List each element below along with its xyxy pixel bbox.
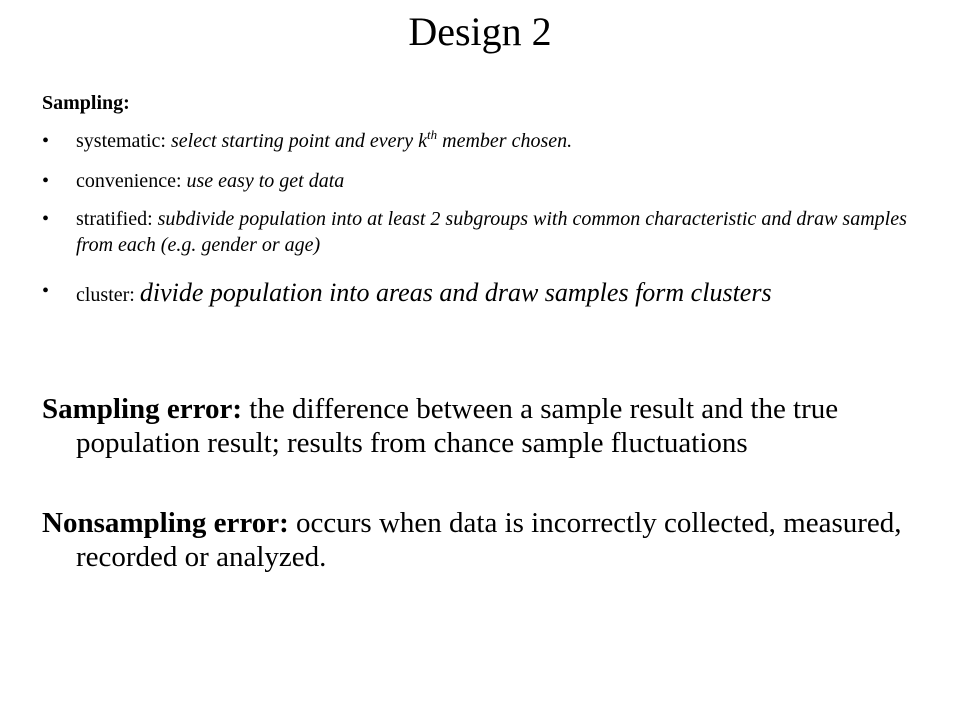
sampling-heading: Sampling: (42, 92, 130, 114)
bullet-term: cluster: (76, 284, 135, 306)
superscript: th (427, 127, 438, 142)
bullet-body (76, 278, 936, 308)
bullet-definition: use easy to get data (186, 170, 345, 192)
nonsampling-error-paragraph (42, 506, 960, 574)
bullet-marker: • (42, 130, 50, 152)
bullet-term: systematic: (76, 130, 166, 152)
bullet-body (76, 206, 936, 258)
bullet-body (76, 128, 936, 154)
bullet-term: stratified: (76, 208, 153, 230)
bullet-marker: • (42, 280, 50, 302)
bullet-definition: subdivide population into at least 2 subgroups with common characteristic and draw samples from each (e.g. gender or age) (76, 208, 907, 256)
bullet-definition (170, 127, 573, 152)
nonsampling-error-label: Nonsampling error: (42, 507, 289, 539)
nonsampling-error-text: occurs when data is incorrectly collected, measured, recorded or analyzed. (76, 507, 902, 573)
bullet-definition: divide population into areas and draw samples form clusters (139, 278, 772, 307)
bullet-body (76, 168, 936, 194)
slide-title: Design 2 (408, 9, 552, 54)
sampling-error-text: the difference between a sample result and the true population result; results from chance sample fluctuations (76, 393, 839, 459)
bullet-marker: • (42, 170, 50, 192)
bullet-marker: • (42, 208, 50, 230)
sampling-error-label: Sampling error: (42, 393, 243, 425)
sampling-error-paragraph (42, 392, 960, 460)
bullet-definition-part: select starting point and every k (170, 130, 428, 152)
bullet-definition-part: member chosen. (442, 130, 573, 152)
bullet-term: convenience: (76, 170, 182, 192)
